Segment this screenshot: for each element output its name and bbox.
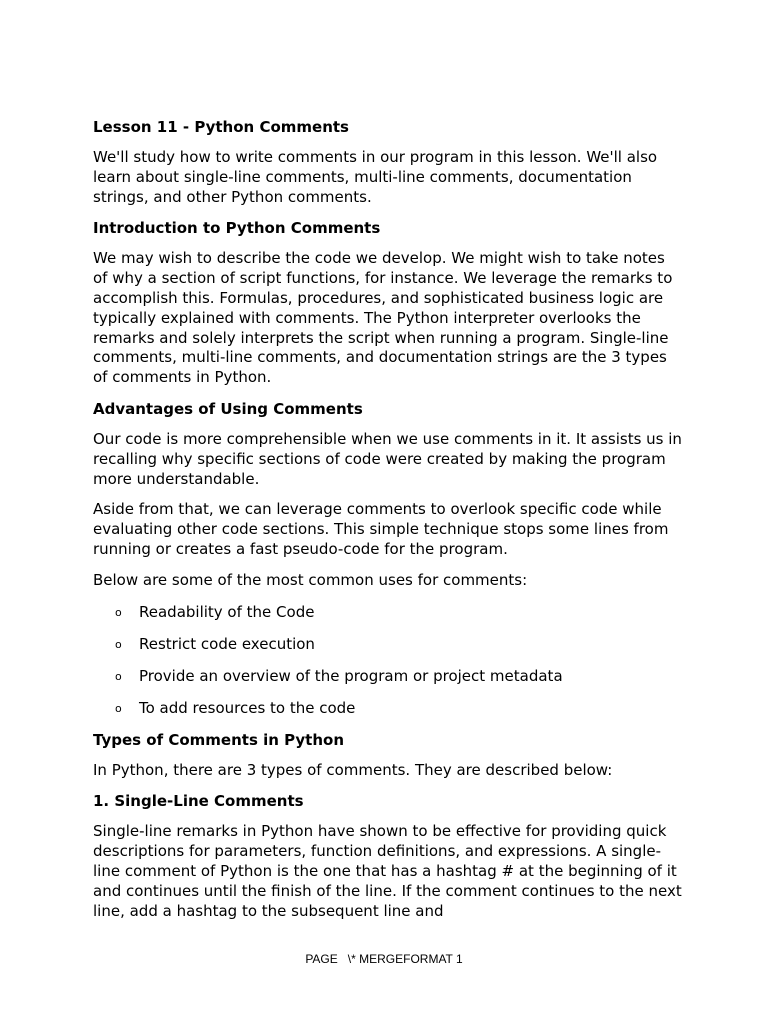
section-heading: Introduction to Python Comments bbox=[93, 219, 381, 238]
intro-paragraph: We'll study how to write comments in our program in this lesson. We'll also learn about single-line comments, multi-line comments, documentation strings, and other Python comments. bbox=[93, 148, 658, 206]
bullet-marker: o bbox=[115, 637, 122, 651]
section-paragraph: Single-line remarks in Python have shown to be effective for providing quick descriptions for parameters, function definitions, and expressions. A single-line comment of Python is the one that has a hashtag # at the beginning of it and continues until the finish of the line. If the comment continues to the next line, add a hashtag to the subsequent line and bbox=[93, 822, 682, 920]
list-item bbox=[93, 698, 683, 718]
list-item bbox=[93, 602, 683, 622]
section-paragraph: Aside from that, we can leverage comments to overlook specific code while evaluating other code sections. This simple technique stops some lines from running or creates a fast pseudo-code for the program. bbox=[93, 500, 669, 558]
section-heading: 1. Single-Line Comments bbox=[93, 792, 304, 811]
section-heading: Types of Comments in Python bbox=[93, 730, 345, 749]
list-item bbox=[93, 634, 683, 654]
list-item-text: To add resources to the code bbox=[139, 698, 356, 717]
bullet-marker: o bbox=[115, 605, 122, 619]
section-paragraph: Our code is more comprehensible when we use comments in it. It assists us in recalling why specific sections of code were created by making the program more understandable. bbox=[93, 429, 682, 488]
document-title: Lesson 11 - Python Comments bbox=[93, 118, 349, 136]
list-item-text: Restrict code execution bbox=[139, 634, 315, 653]
bullet-marker: o bbox=[115, 669, 122, 683]
bullet-marker: o bbox=[115, 701, 122, 715]
page-footer-field: PAGE \* MERGEFORMAT 1 bbox=[305, 952, 463, 966]
section-heading: Advantages of Using Comments bbox=[93, 399, 363, 418]
list-item-text: Provide an overview of the program or project metadata bbox=[139, 666, 563, 685]
list-item-text: Readability of the Code bbox=[139, 602, 315, 621]
uses-list bbox=[93, 602, 683, 718]
section-paragraph: In Python, there are 3 types of comments. They are described below: bbox=[93, 760, 613, 779]
document-page bbox=[93, 117, 683, 932]
section-paragraph: Below are some of the most common uses for comments: bbox=[93, 570, 528, 589]
section-paragraph: We may wish to describe the code we develop. We might wish to take notes of why a section of script functions, for instance. We leverage the remarks to accomplish this. Formulas, procedures, and sophisticated business logic are typically explained with comments. The Python interpreter overlooks the remarks and solely interprets the script when running a program. Single-line comments, multi-line comments, and documentation strings are the 3 types of comments in Python. bbox=[93, 249, 673, 387]
list-item bbox=[93, 666, 683, 686]
